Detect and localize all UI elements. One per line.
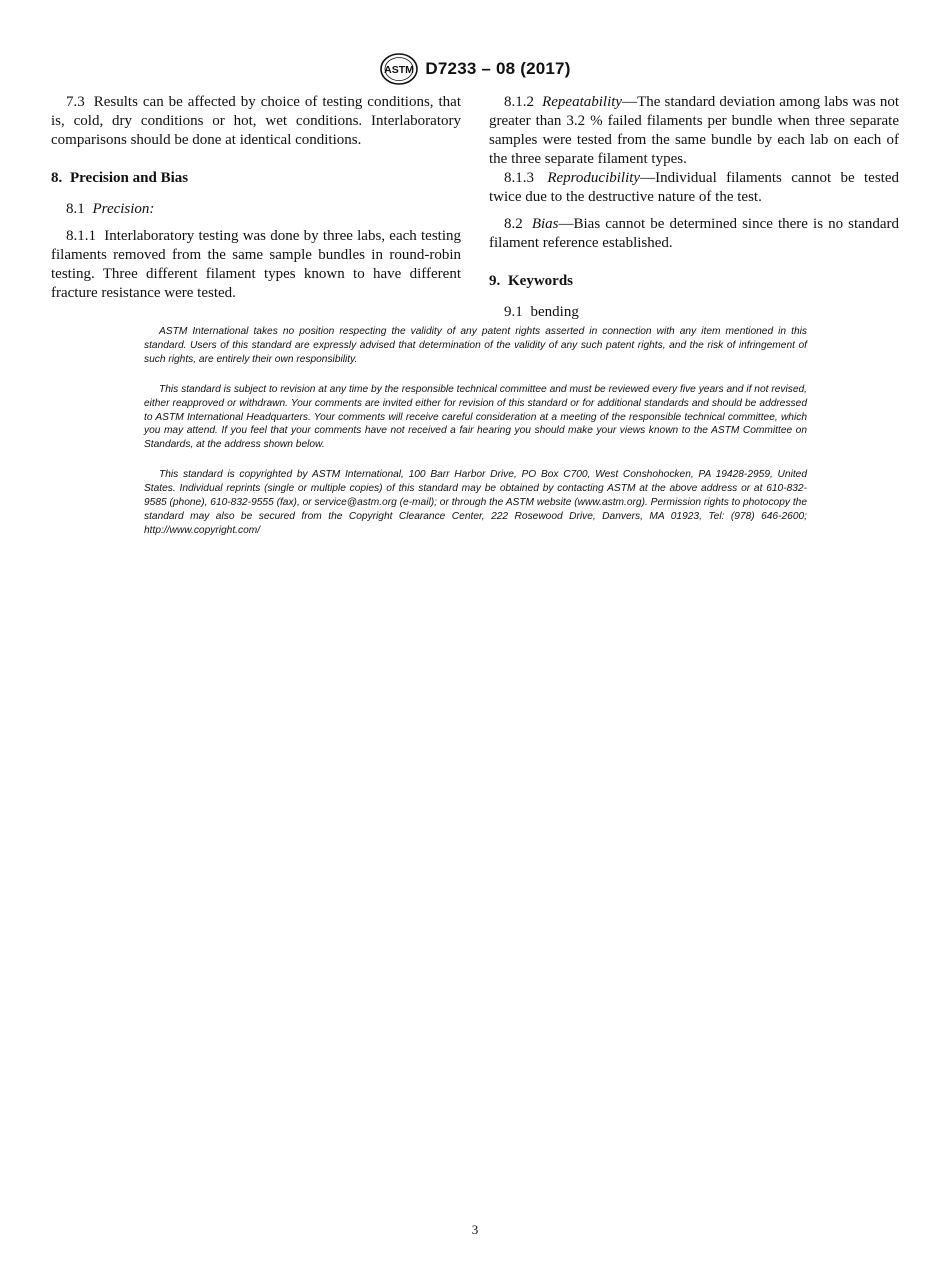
paragraph-text: —The standard deviation among labs was not greater than 3.2 % failed filaments per bundle when three separate samples were tested from the same bundle by each lab on each of the three separate filament types. xyxy=(489,94,900,167)
section-9-heading xyxy=(489,272,899,291)
paragraph-7-3 xyxy=(51,93,461,150)
section-number: 8. xyxy=(51,170,63,186)
page-header xyxy=(0,52,950,91)
section-8-heading xyxy=(51,169,461,188)
paragraph-8-1-3 xyxy=(489,169,899,207)
paragraph-8-2 xyxy=(489,215,899,253)
paragraph-title: Bias xyxy=(531,216,559,232)
legal-notices xyxy=(144,325,807,554)
paragraph-title: Precision: xyxy=(92,201,155,217)
right-column xyxy=(489,93,899,322)
section-title: Keywords xyxy=(508,273,573,289)
section-number: 9. xyxy=(489,273,501,289)
revision-notice: This standard is subject to revision at any time by the responsible technical committee and must be reviewed every five years and if not revised, either reapproved or withdrawn. Your comments are invited either for revision of this standard or for additional standards and should be addressed to ASTM International Headquarters. Your comments will receive careful consideration at a meeting of the responsible technical committee, which you may attend. If you feel that your comments have not received a fair hearing you should make your views known to the ASTM Committee on Standards, at the address shown below. xyxy=(144,383,807,451)
paragraph-8-1-1 xyxy=(51,227,461,303)
paragraph-8-1-2 xyxy=(489,93,899,169)
paragraph-text: —Bias cannot be determined since there is no standard filament reference established. xyxy=(489,216,899,251)
paragraph-8-1 xyxy=(51,200,461,219)
left-column xyxy=(51,93,461,303)
paragraph-number: 8.1.1 xyxy=(66,228,96,244)
standard-designation: D7233 – 08 (2017) xyxy=(425,59,571,78)
paragraph-text: Results can be affected by choice of testing conditions, that is, cold, dry conditions or hot, wet conditions. Interlaboratory comparisons should be done at identical conditions. xyxy=(51,94,462,148)
logo-text: ASTM xyxy=(384,64,415,76)
page-number: 3 xyxy=(471,1222,479,1237)
paragraph-number: 9.1 xyxy=(504,304,523,320)
section-title: Precision and Bias xyxy=(70,170,189,186)
paragraph-number: 7.3 xyxy=(66,94,85,110)
paragraph-number: 8.1.3 xyxy=(504,170,534,186)
paragraph-number: 8.2 xyxy=(504,216,523,232)
paragraph-title: Repeatability xyxy=(542,94,623,110)
copyright-notice: This standard is copyrighted by ASTM International, 100 Barr Harbor Drive, PO Box C700, West Conshohocken, PA 19428-2959, United States. Individual reprints (single or multiple copies) of this standard may be obtained by contacting ASTM at the above address or at 610-832-9585 (phone), 610-832-9555 (fax), or service@astm.org (e-mail); or through the ASTM website (www.astm.org). Permission rights to photocopy the standard may also be secured from the Copyright Clearance Center, 222 Rosewood Drive, Danvers, MA 01923, Tel: (978) 646-2600; http://www.copyright.com/ xyxy=(144,469,807,536)
patent-notice: ASTM International takes no position respecting the validity of any patent rights asserted in connection with any item mentioned in this standard. Users of this standard are expressly advised that determination of the validity of any such patent rights, and the risk of infringement of such rights, are entirely their own responsibility. xyxy=(144,326,807,365)
paragraph-number: 8.1 xyxy=(66,201,85,217)
paragraph-text: —Individual filaments cannot be tested twice due to the destructive nature of the test. xyxy=(489,170,899,205)
paragraph-title: Reproducibility xyxy=(547,170,641,186)
paragraph-text: bending xyxy=(530,304,579,320)
paragraph-9-1 xyxy=(489,303,899,322)
paragraph-text: Interlaboratory testing was done by three labs, each testing filaments removed from the same sample bundles in round-robin testing. Three different filament types known to have different fracture resistance were tested. xyxy=(51,228,461,301)
astm-logo-icon xyxy=(379,52,419,86)
paragraph-number: 8.1.2 xyxy=(504,94,534,110)
